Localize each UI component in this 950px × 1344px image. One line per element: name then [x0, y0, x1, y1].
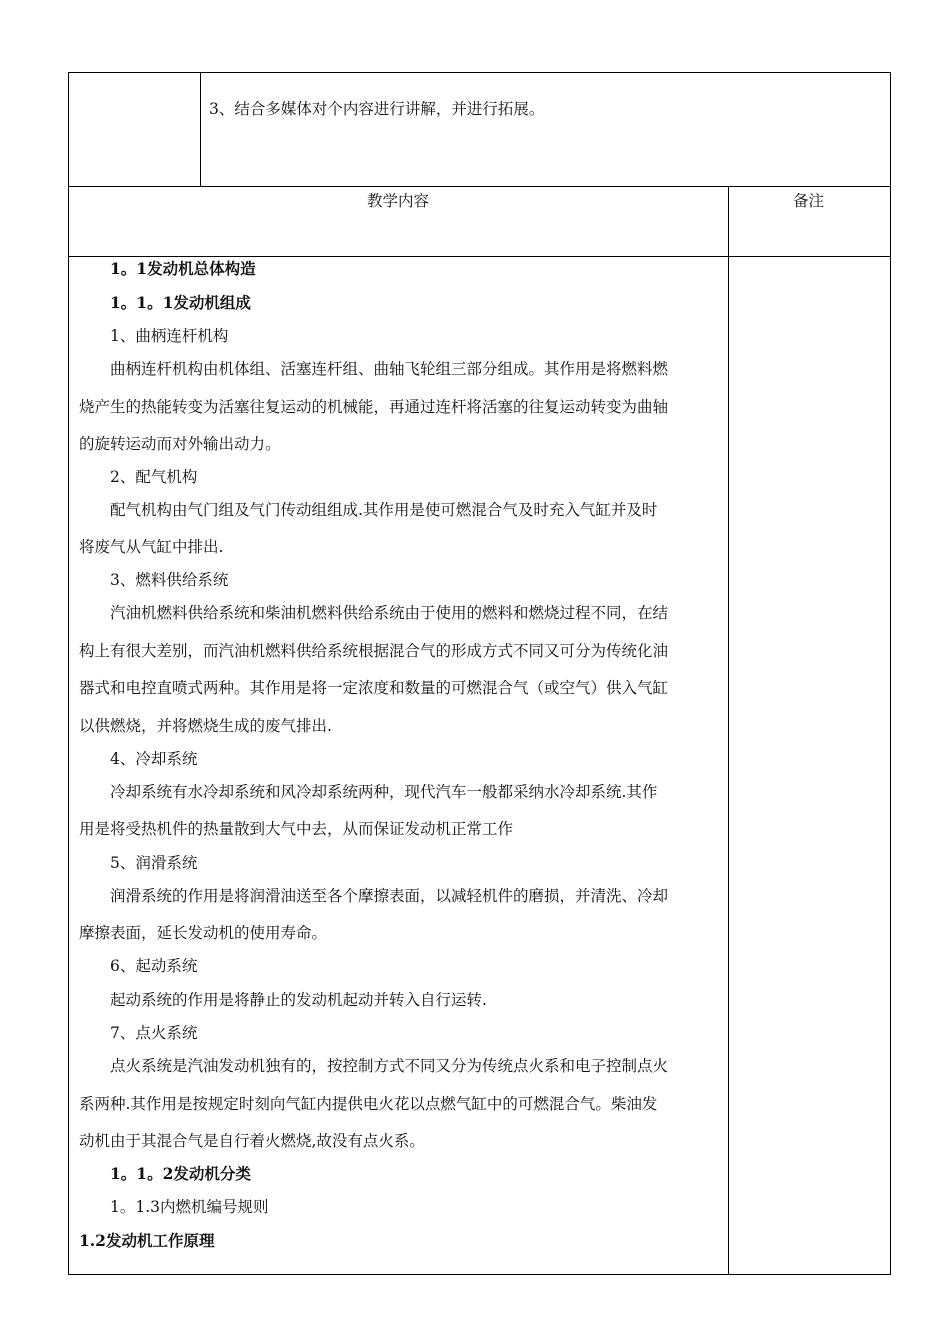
- notes-column-divider: [728, 186, 729, 1275]
- paragraph-line: 用是将受热机件的热量散到大气中去，从而保证发动机正常工作: [79, 820, 514, 838]
- item-heading: 5、润滑系统: [110, 854, 198, 872]
- paragraph-line: 曲柄连杆机构由机体组、活塞连杆组、曲轴飞轮组三部分组成。其作用是将燃料燃: [110, 360, 669, 378]
- top-row-divider: [200, 72, 201, 187]
- paragraph-line: 器式和电控直喷式两种。其作用是将一定浓度和数量的可燃混合气（或空气）供入气缸: [79, 679, 669, 697]
- paragraph-line: 以供燃烧，并将燃烧生成的废气排出.: [79, 717, 332, 735]
- table-border-top: [68, 72, 891, 73]
- table-border-right: [890, 72, 891, 1275]
- section-heading: 1.2发动机工作原理: [79, 1231, 215, 1250]
- table-border-bottom: [68, 1274, 891, 1275]
- paragraph-line: 冷却系统有水冷却系统和风冷却系统两种，现代汽车一般都采纳水冷却系统.其作: [110, 783, 658, 801]
- top-row-text: 3、结合多媒体对个内容进行讲解，并进行拓展。: [209, 100, 545, 118]
- item-heading: 2、配气机构: [110, 468, 198, 486]
- item-heading: 7、点火系统: [110, 1024, 198, 1042]
- subsection-heading: 1。1.3内燃机编号规则: [110, 1198, 269, 1216]
- paragraph-line: 配气机构由气门组及气门传动组组成.其作用是使可燃混合气及时充入气缸并及时: [110, 501, 658, 519]
- paragraph-line: 烧产生的热能转变为活塞往复运动的机械能，再通过连杆将活塞的往复运动转变为曲轴: [79, 398, 669, 416]
- item-heading: 1、曲柄连杆机构: [110, 327, 229, 345]
- section-heading: 1。1发动机总体构造: [110, 259, 256, 278]
- row-separator-2: [68, 256, 891, 257]
- item-heading: 3、燃料供给系统: [110, 571, 229, 589]
- paragraph-line: 系两种.其作用是按规定时刻向气缸内提供电火花以点燃气缸中的可燃混合气。柴油发: [79, 1095, 658, 1113]
- notes-column-header: 备注: [793, 192, 825, 210]
- paragraph-line: 构上有很大差别，而汽油机燃料供给系统根据混合气的形成方式不同又可分为传统化油: [79, 642, 669, 660]
- paragraph-line: 润滑系统的作用是将润滑油送至各个摩擦表面，以减轻机件的磨损，并清洗、冷却: [110, 887, 669, 905]
- subsection-heading: 1。1。1发动机组成: [110, 293, 251, 312]
- item-heading: 4、冷却系统: [110, 750, 198, 768]
- paragraph-line: 起动系统的作用是将静止的发动机起动并转入自行运转.: [110, 991, 487, 1009]
- paragraph-line: 将废气从气缸中排出.: [79, 538, 224, 556]
- paragraph-line: 动机由于其混合气是自行着火燃烧,故没有点火系。: [79, 1132, 425, 1150]
- table-border-left: [68, 72, 69, 1275]
- item-heading: 6、起动系统: [110, 957, 198, 975]
- paragraph-line: 点火系统是汽油发动机独有的，按控制方式不同又分为传统点火系和电子控制点火: [110, 1057, 669, 1075]
- paragraph-line: 的旋转运动而对外输出动力。: [79, 435, 281, 453]
- paragraph-line: 摩擦表面，延长发动机的使用寿命。: [79, 924, 328, 942]
- paragraph-line: 汽油机燃料供给系统和柴油机燃料供给系统由于使用的燃料和燃烧过程不同，在结: [110, 604, 669, 622]
- content-column-header: 教学内容: [367, 192, 430, 210]
- row-separator-1: [68, 186, 891, 187]
- subsection-heading: 1。1。2发动机分类: [110, 1164, 251, 1183]
